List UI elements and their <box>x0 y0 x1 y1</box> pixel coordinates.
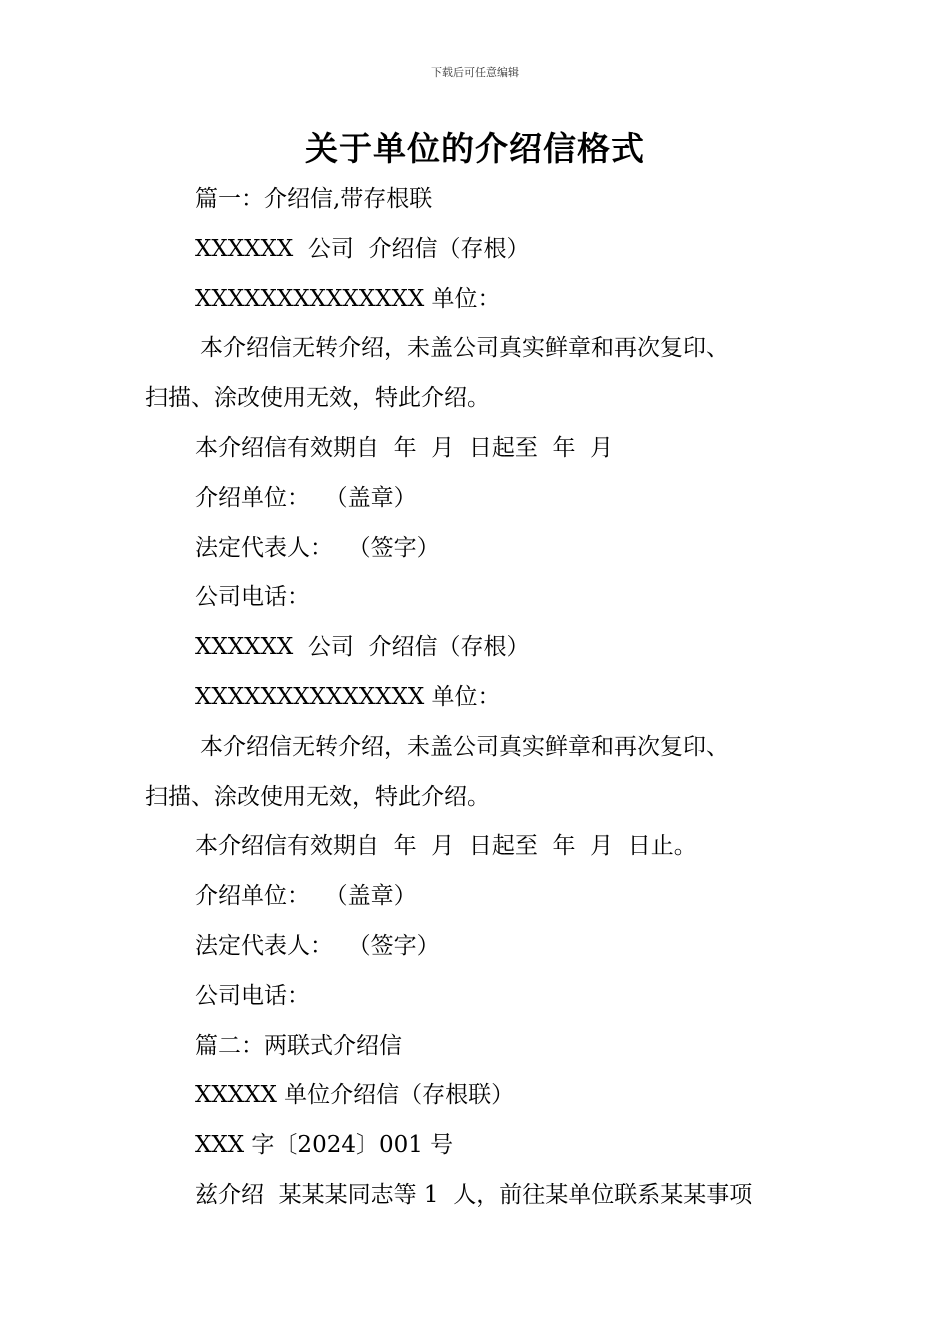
section-heading-2: 篇二：两联式介绍信 <box>195 1032 402 1059</box>
phone-line: 公司电话： <box>195 982 310 1009</box>
section-heading-1: 篇一：介绍信,带存根联 <box>195 186 433 212</box>
header-note: 下载后可任意编辑 <box>431 66 519 79</box>
recipient-line: XXXXXXXXXXXXXX 单位： <box>195 285 501 312</box>
paragraph-line: 本介绍信无转介绍，未盖公司真实鲜章和再次复印、 <box>200 733 729 760</box>
validity-line: 本介绍信有效期自 年 月 日起至 年 月 <box>195 434 614 461</box>
representative-line: 法定代表人： （签字） <box>195 534 440 561</box>
stub-title: XXXXXX 公司 介绍信（存根） <box>195 235 530 262</box>
paragraph-line: 本介绍信无转介绍，未盖公司真实鲜章和再次复印、 <box>200 335 729 362</box>
document-title: 关于单位的介绍信格式 <box>305 129 645 168</box>
reference-number: XXX 字〔2024〕001 号 <box>195 1132 454 1159</box>
phone-line: 公司电话： <box>195 584 310 611</box>
stub-title: XXXXXX 公司 介绍信（存根） <box>195 634 530 661</box>
stub-title: XXXXX 单位介绍信（存根联） <box>195 1082 515 1109</box>
introduction-line: 兹介绍 某某某同志等 1 人，前往某单位联系某某事项 <box>195 1181 753 1208</box>
issuer-line: 介绍单位： （盖章） <box>195 484 417 511</box>
paragraph-line: 扫描、涂改使用无效，特此介绍。 <box>145 385 490 412</box>
validity-line: 本介绍信有效期自 年 月 日起至 年 月 日止。 <box>195 833 697 860</box>
recipient-line: XXXXXXXXXXXXXX 单位： <box>195 683 501 710</box>
document-body <box>145 175 825 1221</box>
paragraph-line: 扫描、涂改使用无效，特此介绍。 <box>145 783 490 810</box>
issuer-line: 介绍单位： （盖章） <box>195 883 417 910</box>
representative-line: 法定代表人： （签字） <box>195 932 440 959</box>
